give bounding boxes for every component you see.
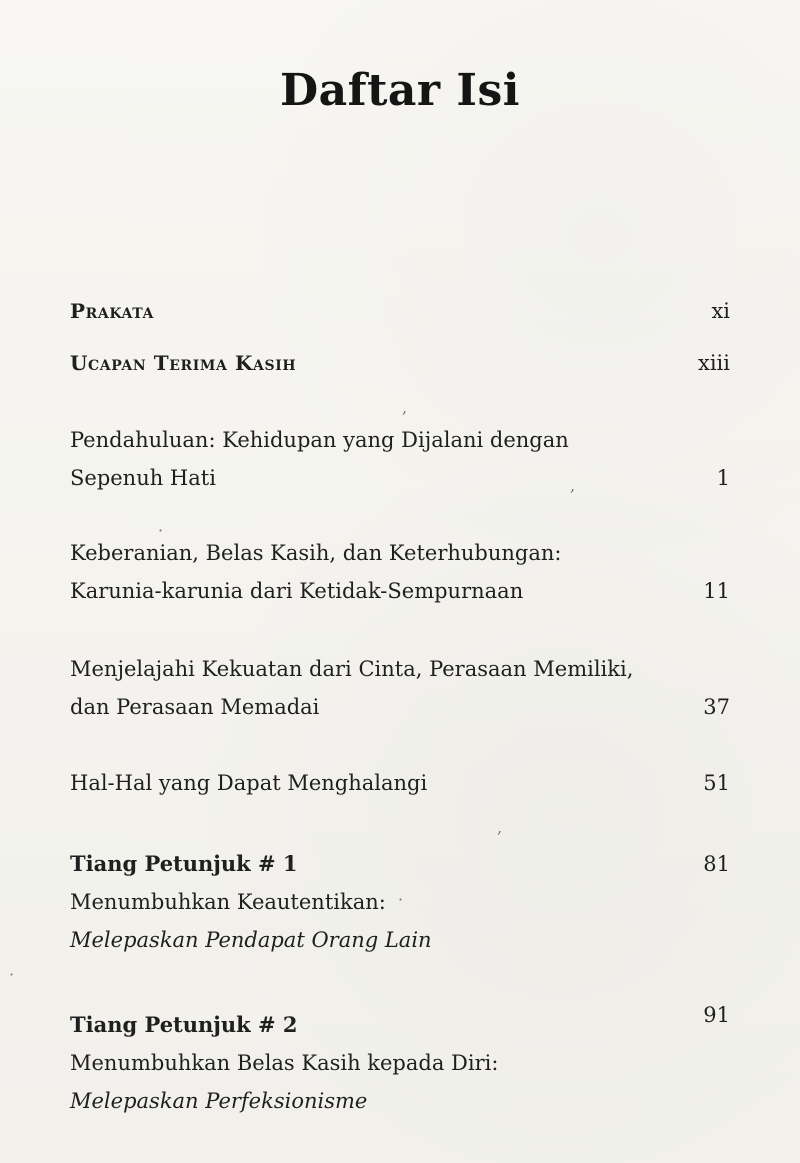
toc-entry-title-line-1: Menjelajahi Kekuatan dari Cinta, Perasaan Memiliki, xyxy=(70,657,634,681)
toc-entry-title-line-1: Tiang Petunjuk # 2 xyxy=(70,1012,298,1037)
toc-entry-title-line-2: Menumbuhkan Keautentikan: xyxy=(70,890,386,914)
toc-entry-page-number: 91 xyxy=(703,1003,730,1027)
toc-entry-title-line-2: Sepenuh Hati xyxy=(70,466,216,490)
toc-entry-page-number: 51 xyxy=(703,771,730,795)
scan-speck-mark: , xyxy=(570,476,576,495)
toc-entry-title-line-2: Karunia-karunia dari Ketidak-Sempurnaan xyxy=(70,579,524,603)
scan-speck-mark: , xyxy=(402,398,408,417)
scan-speck-mark: · xyxy=(9,965,15,984)
toc-entry-page-number: 81 xyxy=(703,852,730,876)
toc-entry-title-line-2: Menumbuhkan Belas Kasih kepada Diri: xyxy=(70,1051,499,1075)
toc-entry-menjelajahi xyxy=(70,650,730,726)
toc-entry-title: Prakata xyxy=(70,299,154,323)
toc-entry-title: Ucapan Terima Kasih xyxy=(70,351,297,375)
toc-entry-title: Hal-Hal yang Dapat Menghalangi xyxy=(70,771,428,795)
toc-entry-page-number: xi xyxy=(711,299,730,323)
toc-entry-page-number: xiii xyxy=(698,351,730,375)
toc-entry-title-line-1: Tiang Petunjuk # 1 xyxy=(70,851,298,876)
toc-entry-tiang-petunjuk-2 xyxy=(70,1003,730,1120)
scan-speck-mark: · xyxy=(398,890,404,909)
toc-entry-title-line-2: dan Perasaan Memadai xyxy=(70,695,320,719)
scan-speck-mark: , xyxy=(497,818,503,837)
toc-entry-title-line-3: Melepaskan Pendapat Orang Lain xyxy=(70,928,432,952)
toc-entry-hal-hal xyxy=(70,764,730,802)
toc-entry-pendahuluan xyxy=(70,421,730,497)
toc-entry-title-line-1: Keberanian, Belas Kasih, dan Keterhubungan: xyxy=(70,541,562,565)
toc-entry-ucapan-terima-kasih xyxy=(70,344,730,382)
toc-entry-page-number: 1 xyxy=(716,466,730,490)
toc-entry-title-line-1: Pendahuluan: Kehidupan yang Dijalani dengan xyxy=(70,428,569,452)
toc-entry-page-number: 11 xyxy=(703,579,730,603)
toc-entry-prakata xyxy=(70,292,730,330)
toc-entry-keberanian xyxy=(70,534,730,610)
page-title: Daftar Isi xyxy=(280,65,520,117)
toc-entry-title-line-3: Melepaskan Perfeksionisme xyxy=(70,1089,368,1113)
toc-entry-page-number: 37 xyxy=(703,695,730,719)
scan-speck-mark: · xyxy=(158,521,164,540)
